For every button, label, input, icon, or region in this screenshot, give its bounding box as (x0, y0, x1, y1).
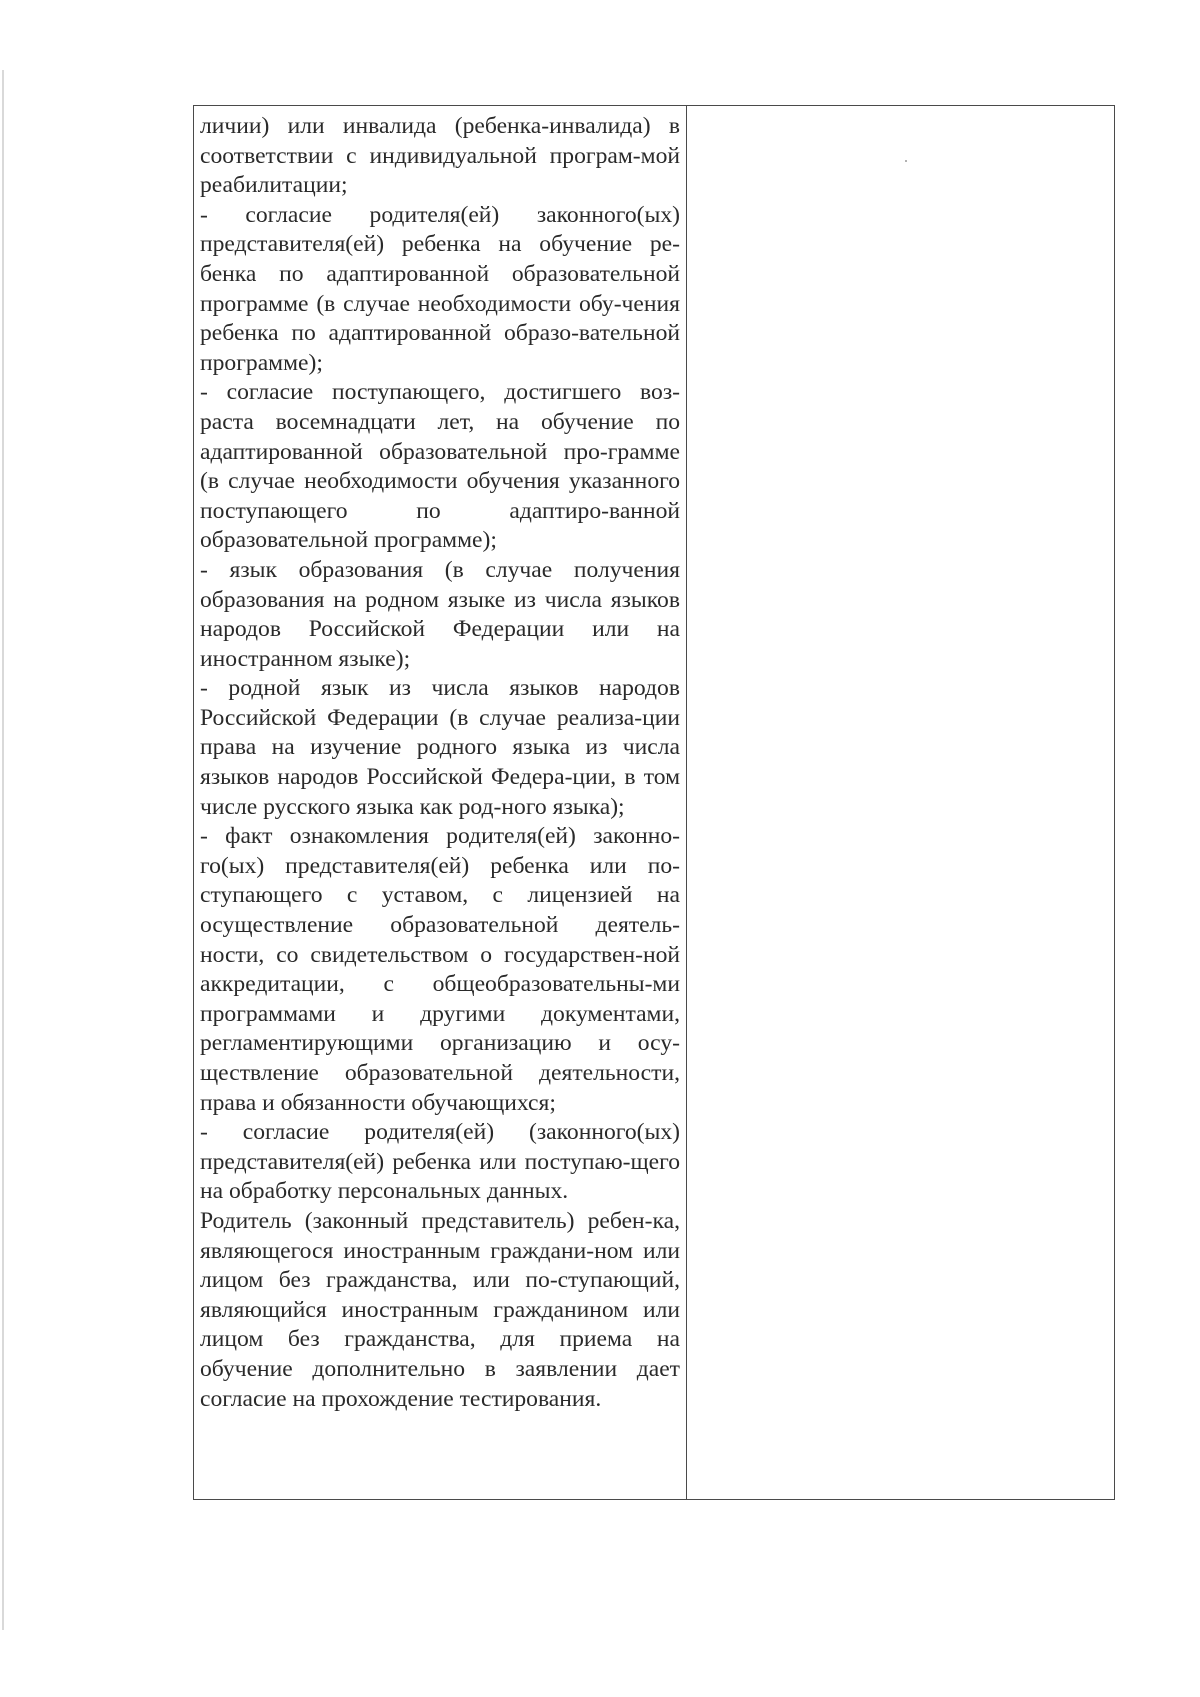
table-cell-right (687, 106, 1114, 1499)
paragraph: личии) или инвалида (ребенка-инвалида) в соответствии с индивидуальной програм-мой реабилитации; (200, 113, 680, 199)
paragraph: - родной язык из числа языков народов Российской Федерации (в случае реализа-ции права на изучение родного языка из числа языков народов Российской Федера-ции, в том числе русского языка как род-ного языка); (200, 675, 680, 820)
paragraph: - согласие поступающего, достигшего воз-раста восемнадцати лет, на обучение по адаптированной образовательной про-грамме (в случае необходимости обучения указанного поступающего по адаптиро-ванной образовательной программе); (200, 379, 680, 554)
paragraph: Родитель (законный представитель) ребен-ка, являющегося иностранным граждани-ном или лицом без гражданства, или по-ступающий, являющийся иностранным гражданином или лицом без гражданства, для приема на обучение дополнительно в заявлении дает согласие на прохождение тестирования. (200, 1207, 680, 1412)
table-cell-left (194, 106, 687, 1499)
paragraph: - факт ознакомления родителя(ей) законно-го(ых) представителя(ей) ребенка или по-ступающего с уставом, с лицензией на осуществление образовательной деятель-ности, со свидетельством о государствен-ной аккредитации, с общеобразовательны-ми программами и другими документами, регламентирующими организацию и осу-ществление образовательной деятельности, права и обязанности обучающихся; (200, 823, 680, 1116)
paragraph: - согласие родителя(ей) законного(ых) представителя(ей) ребенка на обучение ре-бенка по адаптированной образовательной программе (в случае необходимости обу-чения ребенка по адаптированной образо-вательной программе); (200, 201, 680, 376)
scan-speck (905, 160, 907, 162)
paragraph: - согласие родителя(ей) (законного(ых) представителя(ей) ребенка или поступаю-щего на обработку персональных данных. (200, 1119, 680, 1205)
document-table (193, 105, 1115, 1500)
paragraph: - язык образования (в случае получения образования на родном языке из числа языков народов Российской Федерации или на иностранном языке); (200, 556, 680, 672)
page-edge-line (2, 70, 4, 1630)
